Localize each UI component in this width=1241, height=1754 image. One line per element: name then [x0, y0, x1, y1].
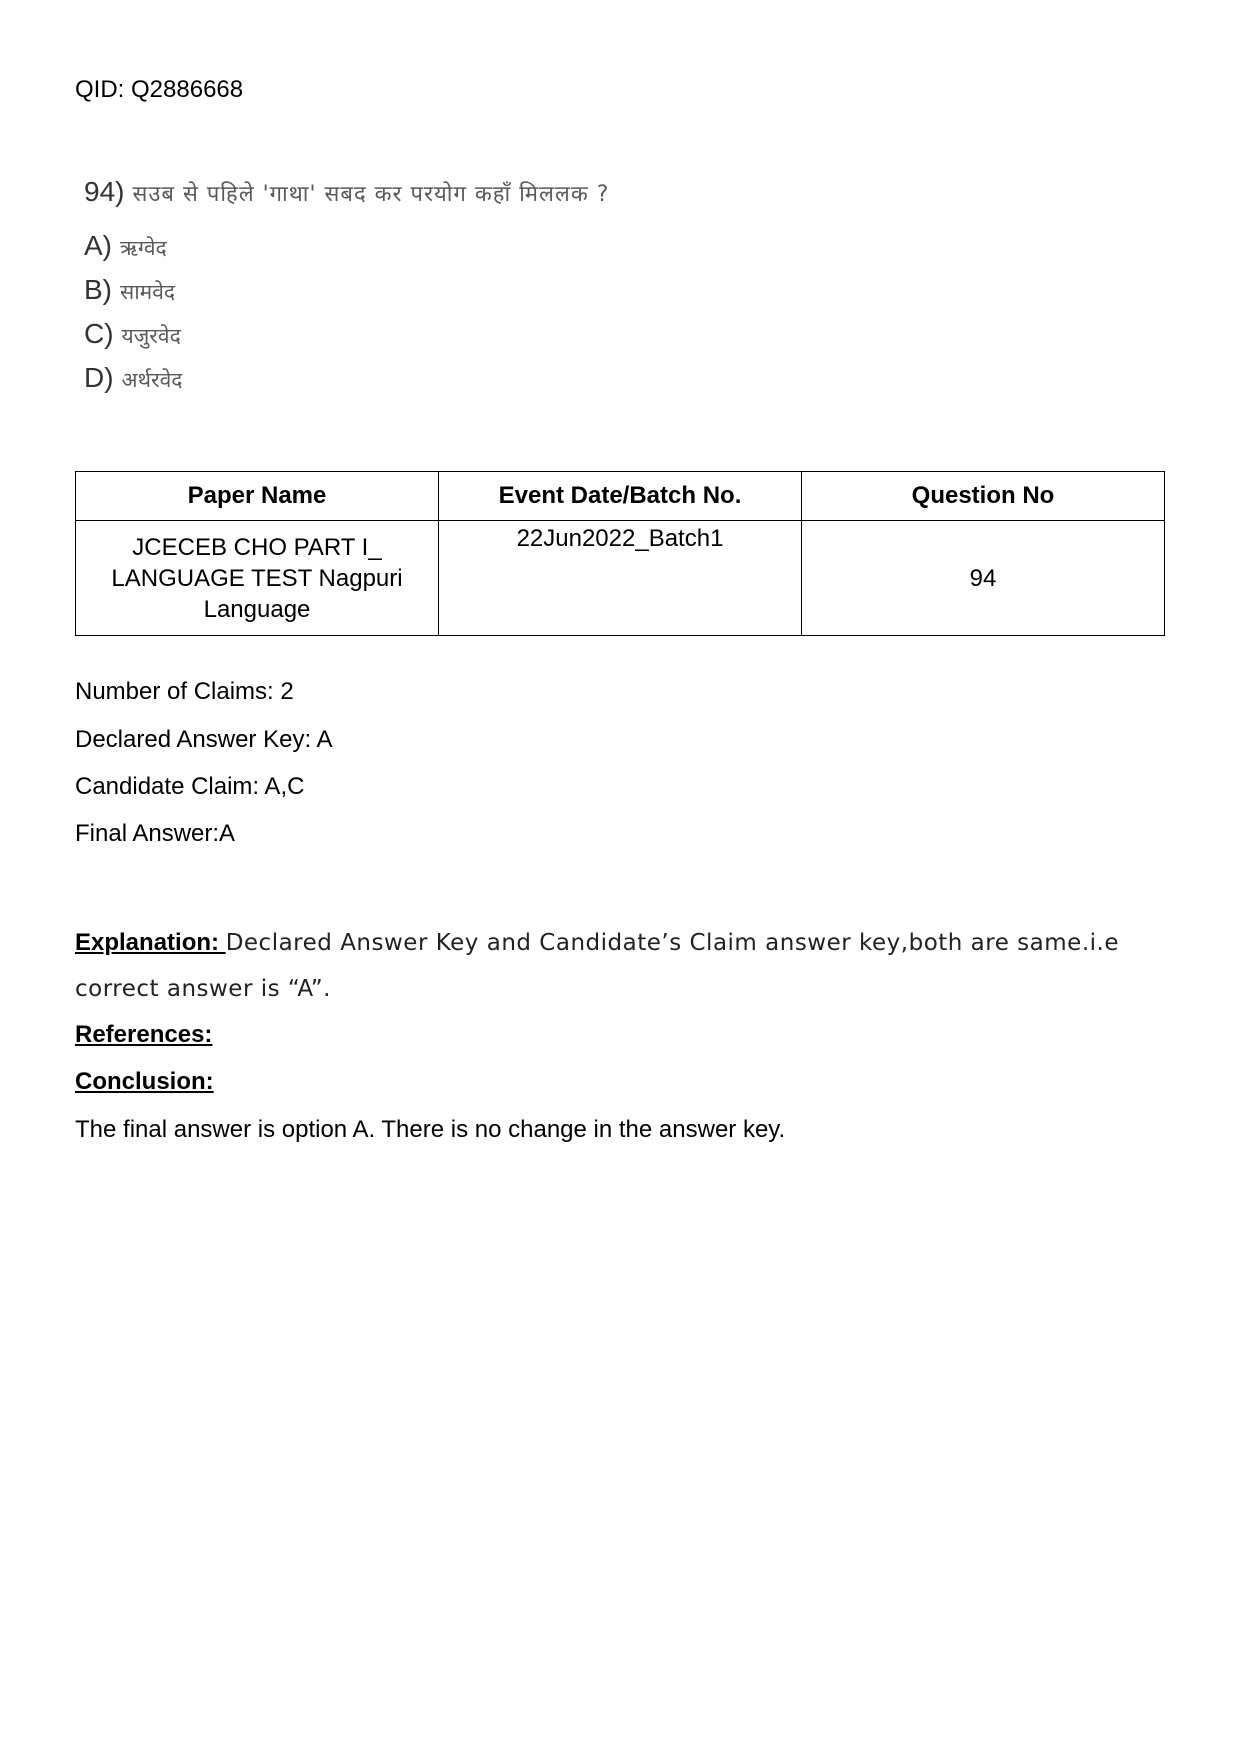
- cell-batch: 22Jun2022_Batch1: [439, 521, 802, 636]
- header-paper-name: Paper Name: [76, 472, 439, 521]
- explanation-paragraph: [75, 920, 1175, 1012]
- option-text: सामवेद: [120, 280, 176, 304]
- question-number: 94): [84, 176, 125, 207]
- conclusion-text: The final answer is option A. There is no change in the answer key.: [75, 1116, 786, 1143]
- explanation-label: Explanation:: [75, 929, 226, 956]
- table-row: [76, 521, 1165, 636]
- option-c: [84, 318, 609, 356]
- options-list: [84, 230, 609, 400]
- option-d: [84, 362, 609, 400]
- question-image: [84, 176, 609, 400]
- option-label: C): [84, 318, 114, 349]
- option-b: [84, 274, 609, 312]
- table-header-row: [76, 472, 1165, 521]
- references-heading: References:: [75, 1021, 213, 1048]
- option-text: अर्थरवेद: [121, 368, 183, 392]
- cell-paper-name: JCECEB CHO PART I_ LANGUAGE TEST Nagpuri Language: [76, 521, 439, 636]
- option-text: यजुरवेद: [121, 324, 181, 348]
- final-answer: Final Answer:A: [75, 820, 236, 847]
- option-text: ऋग्वेद: [120, 236, 167, 260]
- question-text-row: [84, 176, 609, 208]
- candidate-claim: Candidate Claim: A,C: [75, 773, 305, 800]
- option-label: A): [84, 230, 112, 261]
- cell-question-no: 94: [802, 521, 1165, 636]
- declared-answer-key: Declared Answer Key: A: [75, 726, 333, 753]
- option-label: B): [84, 274, 112, 305]
- claims-count: Number of Claims: 2: [75, 678, 294, 705]
- qid-label: QID: Q2886668: [75, 76, 244, 103]
- header-batch: Event Date/Batch No.: [439, 472, 802, 521]
- paper-info-table: [75, 471, 1165, 636]
- option-a: [84, 230, 609, 268]
- option-label: D): [84, 362, 114, 393]
- header-question-no: Question No: [802, 472, 1165, 521]
- question-text: सउब से पहिले 'गाथा' सबद कर परयोग कहाँ मिललक ?: [132, 182, 610, 207]
- explanation-text: Declared Answer Key and Candidate’s Claim answer key,both are same.i.e correct answer is “A”.: [75, 930, 1119, 1002]
- conclusion-heading: Conclusion:: [75, 1068, 214, 1095]
